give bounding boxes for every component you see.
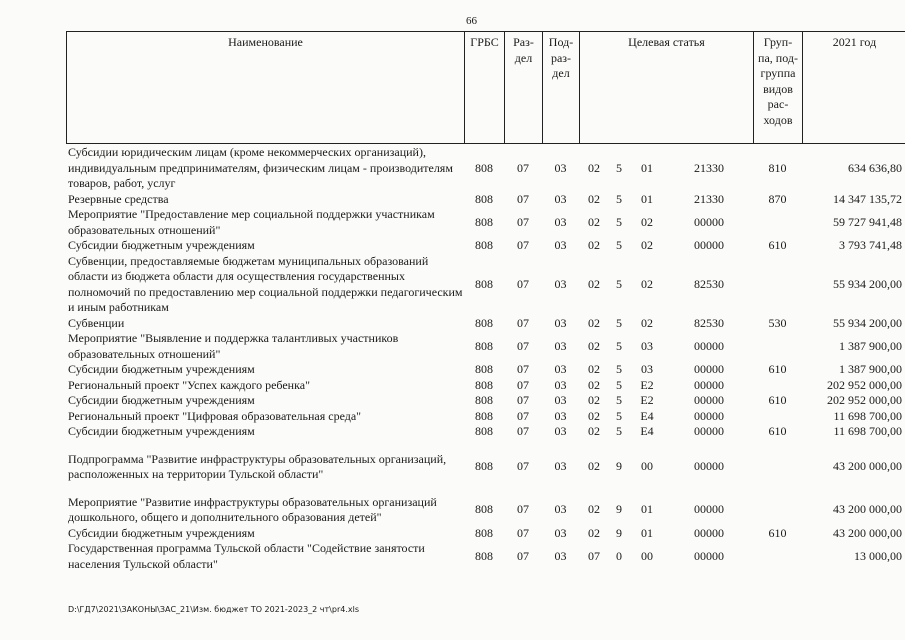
row-target-direction: 00000	[694, 502, 724, 517]
row-expense-type: 530	[768, 315, 787, 330]
row-target-subprogram: 5	[616, 362, 622, 376]
row-target-direction: 00000	[694, 424, 724, 438]
row-razdel: 07	[517, 315, 529, 330]
row-podrazdel: 03	[554, 502, 567, 517]
row-grbs: 808	[475, 459, 493, 474]
table-row	[66, 541, 905, 572]
row-amount: 59 727 941,48	[833, 214, 902, 229]
header-vid: Груп- па, под- группа видов рас- ходов	[754, 32, 803, 144]
row-name: Субсидии бюджетным учреждениям	[68, 362, 255, 376]
row-target-program: 02	[588, 459, 600, 474]
row-target-subprogram: 5	[616, 276, 622, 291]
table-row	[66, 483, 905, 526]
row-grbs: 808	[475, 160, 493, 175]
row-target-subprogram: 5	[616, 238, 622, 252]
row-razdel: 07	[517, 338, 529, 353]
header-grbs: ГРБС	[465, 32, 505, 144]
row-amount: 202 952 000,00	[827, 393, 902, 407]
row-expense-type	[753, 331, 802, 362]
row-target-event: 03	[641, 338, 653, 353]
row-name: Субсидии бюджетным учреждениям	[68, 424, 255, 438]
table-row	[66, 393, 905, 409]
row-amount: 1 387 900,00	[839, 362, 902, 376]
row-podrazdel: 03	[554, 548, 567, 563]
table-row	[66, 254, 905, 316]
row-grbs: 808	[475, 238, 493, 252]
row-grbs: 808	[475, 548, 493, 563]
row-target-direction: 00000	[694, 459, 724, 474]
row-amount: 55 934 200,00	[833, 315, 902, 330]
row-target-direction: 21330	[694, 160, 724, 175]
row-target-program: 02	[588, 408, 600, 423]
file-path-footer: D:\ГД7\2021\ЗАКОНЫ\ЗАС_21\Изм. бюджет ТО 2021-2023_2 чт\pr4.xls	[68, 605, 359, 614]
row-name: Мероприятие "Предоставление мер социальной поддержки участникам образовательных отношений"	[68, 207, 435, 237]
row-podrazdel: 03	[554, 408, 567, 423]
row-razdel: 07	[517, 424, 529, 438]
row-podrazdel: 03	[554, 525, 567, 540]
row-target-program: 02	[588, 238, 600, 252]
table-header	[66, 31, 905, 144]
row-target-event: 01	[641, 191, 653, 206]
row-target-event: 02	[641, 276, 653, 291]
row-target-program: 02	[588, 276, 600, 291]
row-target-direction: 21330	[694, 191, 724, 206]
table-row	[66, 362, 905, 378]
row-amount: 43 200 000,00	[833, 525, 902, 540]
row-target-subprogram: 5	[616, 160, 622, 175]
header-podrazdel: Под- раз- дел	[543, 32, 580, 144]
row-target-program: 02	[588, 502, 600, 517]
row-name: Мероприятие "Развитие инфраструктуры образовательных организаций дошкольного, общего и дополнительного образования детей"	[68, 494, 437, 524]
row-expense-type	[753, 483, 802, 526]
row-target-event: 01	[641, 502, 653, 517]
row-target-program: 02	[588, 525, 600, 540]
row-target-program: 02	[588, 393, 600, 407]
row-podrazdel: 03	[554, 393, 567, 407]
row-target-subprogram: 9	[616, 459, 622, 474]
row-target-subprogram: 5	[616, 338, 622, 353]
row-target-subprogram: 5	[616, 377, 622, 392]
row-expense-type	[753, 378, 802, 394]
table-row	[66, 316, 905, 332]
row-name: Мероприятие "Выявление и поддержка талантливых участников образовательных отношений"	[68, 331, 399, 361]
row-target-event: E4	[640, 424, 654, 438]
row-grbs: 808	[475, 502, 493, 517]
row-target-event: 01	[641, 160, 653, 175]
row-target-direction: 00000	[694, 548, 724, 563]
row-target-event: 02	[641, 315, 653, 330]
row-target-event: 01	[641, 525, 653, 540]
header-name: Наименование	[67, 32, 465, 144]
row-razdel: 07	[517, 548, 529, 563]
row-target-direction: 00000	[694, 377, 724, 392]
row-target-event: 00	[641, 548, 653, 563]
row-target-program: 02	[588, 214, 600, 229]
row-razdel: 07	[517, 502, 529, 517]
row-razdel: 07	[517, 214, 529, 229]
row-grbs: 808	[475, 525, 493, 540]
row-target-direction: 82530	[694, 315, 724, 330]
row-target-subprogram: 5	[616, 315, 622, 330]
row-target-program: 02	[588, 191, 600, 206]
row-grbs: 808	[475, 377, 493, 392]
row-target-event: E4	[640, 408, 654, 423]
row-amount: 43 200 000,00	[833, 459, 902, 474]
row-name: Субвенции	[68, 315, 125, 330]
row-podrazdel: 03	[554, 238, 567, 252]
row-razdel: 07	[517, 408, 529, 423]
table-row	[66, 192, 905, 208]
row-expense-type	[753, 254, 802, 316]
row-grbs: 808	[475, 191, 493, 206]
row-expense-type: 610	[768, 238, 787, 252]
row-expense-type: 610	[768, 393, 787, 407]
table-row	[66, 424, 905, 440]
row-razdel: 07	[517, 393, 529, 407]
row-podrazdel: 03	[554, 214, 567, 229]
table-row	[66, 145, 905, 192]
row-razdel: 07	[517, 191, 529, 206]
row-target-subprogram: 5	[616, 408, 622, 423]
row-podrazdel: 03	[554, 459, 567, 474]
row-expense-type	[753, 207, 802, 238]
row-target-subprogram: 9	[616, 502, 622, 517]
row-target-direction: 00000	[694, 238, 724, 252]
row-name: Региональный проект "Цифровая образовательная среда"	[68, 408, 362, 423]
row-target-event: 03	[641, 362, 653, 376]
row-target-event: E2	[640, 377, 654, 392]
row-target-program: 02	[588, 160, 600, 175]
row-target-direction: 00000	[694, 525, 724, 540]
row-amount: 14 347 135,72	[833, 191, 902, 206]
row-target-subprogram: 5	[616, 393, 622, 407]
row-target-direction: 82530	[694, 276, 724, 291]
row-expense-type: 610	[768, 525, 787, 540]
row-name: Субсидии бюджетным учреждениям	[68, 393, 255, 407]
page-number: 66	[466, 15, 477, 27]
row-podrazdel: 03	[554, 362, 567, 376]
row-razdel: 07	[517, 276, 529, 291]
row-name: Субвенции, предоставляемые бюджетам муниципальных образований области из бюджета области для осуществления государственных полномочий по предоставлению мер социальной поддержки педагогическим и иным работникам	[68, 253, 463, 314]
row-amount: 13 000,00	[854, 548, 902, 563]
row-podrazdel: 03	[554, 160, 567, 175]
header-razdel: Раз- дел	[505, 32, 543, 144]
row-podrazdel: 03	[554, 377, 567, 392]
row-podrazdel: 03	[554, 191, 567, 206]
table-row	[66, 409, 905, 425]
row-target-event: E2	[640, 393, 654, 407]
row-name: Резервные средства	[68, 191, 169, 206]
row-expense-type: 610	[768, 424, 787, 438]
row-amount: 1 387 900,00	[839, 338, 902, 353]
row-podrazdel: 03	[554, 276, 567, 291]
row-target-program: 02	[588, 377, 600, 392]
row-podrazdel: 03	[554, 338, 567, 353]
row-expense-type: 610	[768, 362, 787, 376]
row-podrazdel: 03	[554, 424, 567, 438]
table-row	[66, 207, 905, 238]
row-razdel: 07	[517, 362, 529, 376]
row-target-event: 02	[641, 214, 653, 229]
row-amount: 202 952 000,00	[827, 377, 902, 392]
row-target-subprogram: 5	[616, 424, 622, 438]
row-target-subprogram: 9	[616, 525, 622, 540]
row-razdel: 07	[517, 525, 529, 540]
row-target-direction: 00000	[694, 338, 724, 353]
row-target-direction: 00000	[694, 408, 724, 423]
row-grbs: 808	[475, 424, 493, 438]
row-target-program: 02	[588, 338, 600, 353]
table-row	[66, 526, 905, 542]
row-name: Региональный проект "Успех каждого ребенка"	[68, 377, 310, 392]
row-name: Подпрограмма "Развитие инфраструктуры образовательных организаций, расположенных на территории Тульской области"	[68, 451, 447, 481]
row-target-program: 07	[588, 548, 600, 563]
row-name: Субсидии юридическим лицам (кроме некоммерческих организаций), индивидуальным предпринимателям, физическим лицам - производителям товаров, работ, услуг	[68, 145, 453, 190]
table-row	[66, 238, 905, 254]
row-razdel: 07	[517, 160, 529, 175]
row-amount: 634 636,80	[848, 160, 902, 175]
row-expense-type	[753, 440, 802, 483]
budget-table	[66, 145, 905, 572]
row-expense-type: 870	[768, 191, 787, 206]
row-target-event: 02	[641, 238, 653, 252]
row-grbs: 808	[475, 276, 493, 291]
row-expense-type: 810	[768, 160, 787, 175]
row-grbs: 808	[475, 315, 493, 330]
table-row	[66, 378, 905, 394]
row-name: Субсидии бюджетным учреждениям	[68, 525, 255, 540]
row-target-direction: 00000	[694, 393, 724, 407]
row-razdel: 07	[517, 459, 529, 474]
row-grbs: 808	[475, 338, 493, 353]
row-amount: 11 698 700,00	[833, 424, 902, 438]
row-target-direction: 00000	[694, 214, 724, 229]
row-razdel: 07	[517, 377, 529, 392]
header-year: 2021 год	[803, 32, 905, 144]
row-amount: 55 934 200,00	[833, 276, 902, 291]
row-amount: 11 698 700,00	[833, 408, 902, 423]
row-target-program: 02	[588, 315, 600, 330]
row-target-direction: 00000	[694, 362, 724, 376]
row-target-subprogram: 0	[616, 548, 622, 563]
row-target-event: 00	[641, 459, 653, 474]
row-razdel: 07	[517, 238, 529, 252]
row-amount: 43 200 000,00	[833, 502, 902, 517]
table-row	[66, 440, 905, 483]
row-grbs: 808	[475, 362, 493, 376]
row-target-subprogram: 5	[616, 214, 622, 229]
row-podrazdel: 03	[554, 315, 567, 330]
row-grbs: 808	[475, 393, 493, 407]
header-target: Целевая статья	[580, 32, 754, 144]
row-name: Субсидии бюджетным учреждениям	[68, 238, 255, 252]
row-target-subprogram: 5	[616, 191, 622, 206]
table-row	[66, 331, 905, 362]
row-expense-type	[753, 409, 802, 425]
row-expense-type	[753, 541, 802, 572]
row-grbs: 808	[475, 214, 493, 229]
row-grbs: 808	[475, 408, 493, 423]
row-target-program: 02	[588, 362, 600, 376]
row-name: Государственная программа Тульской области "Содействие занятости населения Тульской области"	[68, 541, 425, 571]
row-amount: 3 793 741,48	[839, 238, 902, 252]
row-target-program: 02	[588, 424, 600, 438]
